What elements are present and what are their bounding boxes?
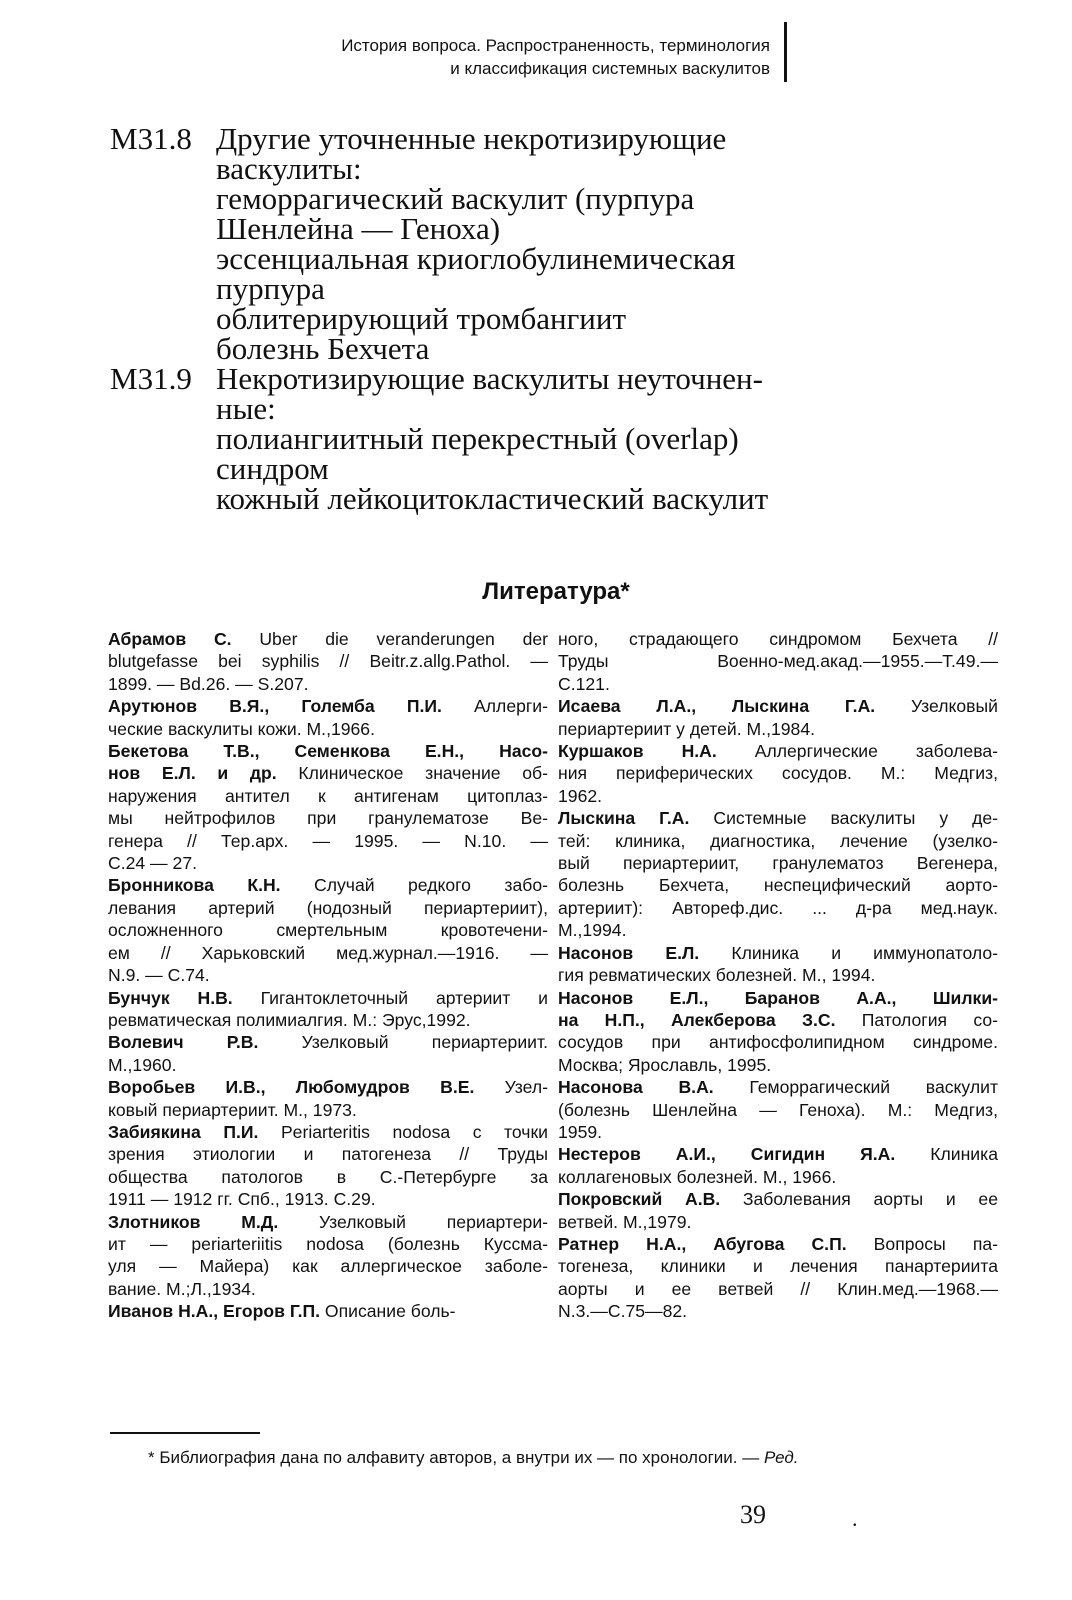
icd-description-line: Другие уточненные некротизирующие bbox=[216, 121, 727, 156]
reference-author: Воробьев И.В., Любомудров В.Е. bbox=[108, 1077, 475, 1098]
reference-text: Узелковый bbox=[875, 696, 999, 717]
reference-text: М.,1994. bbox=[558, 920, 627, 941]
literature-title: Литература* bbox=[482, 578, 630, 605]
reference-text: аорты и ее ветвей // Клин.мед.—1968.— bbox=[558, 1278, 998, 1299]
reference-line bbox=[558, 1143, 998, 1165]
reference-line bbox=[558, 1099, 998, 1121]
reference-text: Узелковый периартери- bbox=[278, 1211, 549, 1232]
reference-text: ния периферических сосудов. М.: Медгиз, bbox=[558, 763, 998, 784]
icd-description-line: болезнь Бехчета bbox=[216, 331, 430, 366]
reference-text: Аллерги- bbox=[441, 696, 548, 717]
reference-author: Забиякина П.И. bbox=[108, 1121, 259, 1142]
reference-text: наружения антител к антигенам цитоплаз- bbox=[108, 785, 548, 806]
reference-line bbox=[558, 695, 998, 717]
reference-line bbox=[558, 830, 998, 852]
reference-text: зрения этиологии и патогенеза // Труды bbox=[108, 1144, 548, 1165]
reference-line bbox=[108, 1054, 548, 1076]
reference-line bbox=[558, 1031, 998, 1053]
reference-entry bbox=[558, 740, 998, 807]
reference-line bbox=[108, 1233, 548, 1255]
reference-entry bbox=[108, 628, 548, 695]
reference-text: уля — Майера) как аллергическое заболе- bbox=[108, 1256, 548, 1277]
reference-line bbox=[558, 1166, 998, 1188]
reference-line bbox=[558, 673, 998, 695]
icd-description-line: синдром bbox=[216, 451, 329, 486]
reference-text: Periarteritis nodosa с точки bbox=[258, 1121, 548, 1142]
reference-line bbox=[108, 628, 548, 650]
references-right-column bbox=[558, 628, 998, 1323]
reference-text: М.,1960. bbox=[108, 1054, 177, 1075]
reference-text: Uber die veranderungen der bbox=[231, 629, 548, 649]
reference-text: тогенеза, клиники и лечения панартериита bbox=[558, 1256, 998, 1277]
reference-text: гия ревматических болезней. М., 1994. bbox=[558, 965, 876, 986]
reference-line bbox=[558, 1211, 998, 1233]
reference-line bbox=[108, 964, 548, 986]
reference-text: ного, страдающего синдромом Бехчета // bbox=[558, 629, 998, 649]
reference-author: Куршаков Н.А. bbox=[558, 741, 717, 762]
reference-author: Исаева Л.А., Лыскина Г.А. bbox=[558, 696, 876, 717]
reference-text: ветвей. М.,1979. bbox=[558, 1211, 692, 1232]
reference-line bbox=[108, 785, 548, 807]
reference-author: Насонов Е.Л., Баранов А.А., Шилки- bbox=[558, 987, 998, 1008]
header-rule bbox=[784, 22, 787, 82]
icd-description-line: ные: bbox=[216, 391, 276, 426]
reference-author: Злотников М.Д. bbox=[108, 1211, 279, 1232]
reference-line bbox=[558, 1076, 998, 1098]
reference-text: Клиника и иммунопатоло- bbox=[699, 942, 998, 963]
reference-line bbox=[108, 1211, 548, 1233]
reference-text: Труды Военно-мед.акад.—1955.—Т.49.— bbox=[558, 651, 998, 672]
references-left-column bbox=[108, 628, 548, 1323]
icd-description-line: полиангиитный перекрестный (overlap) bbox=[216, 421, 739, 456]
reference-entry bbox=[108, 1031, 548, 1076]
reference-line bbox=[558, 1300, 998, 1322]
reference-line bbox=[558, 1009, 998, 1031]
reference-line bbox=[108, 1143, 548, 1165]
running-header bbox=[250, 34, 770, 80]
reference-author: Волевич Р.В. bbox=[108, 1032, 259, 1053]
reference-line bbox=[558, 1188, 998, 1210]
reference-author: Иванов Н.А., Егоров Г.П. bbox=[108, 1301, 321, 1322]
reference-author: Бунчук Н.В. bbox=[108, 987, 233, 1008]
reference-author: Насонов Е.Л. bbox=[558, 942, 700, 963]
reference-line bbox=[108, 1255, 548, 1277]
reference-text: Геморрагический васкулит bbox=[713, 1077, 998, 1098]
icd-description-line: кожный лейкоцитокластический васкулит bbox=[216, 481, 769, 516]
reference-text: артериит): Автореф.дис. ... д-ра мед.наук. bbox=[558, 897, 998, 918]
reference-line bbox=[558, 1278, 998, 1300]
reference-author: Покровский А.В. bbox=[558, 1189, 721, 1210]
reference-author: Лыскина Г.А. bbox=[558, 808, 690, 829]
reference-text: 1899. — Bd.26. — S.207. bbox=[108, 673, 309, 694]
reference-text: общества патологов в С.-Петербурге за bbox=[108, 1166, 548, 1187]
icd-description-line: пурпура bbox=[216, 271, 325, 306]
icd-entry bbox=[110, 361, 810, 516]
reference-text: ем // Харьковский мед.журнал.—1916. — bbox=[108, 942, 548, 963]
reference-line bbox=[108, 874, 548, 896]
reference-author: Абрамов С. bbox=[108, 629, 232, 649]
icd-code-list bbox=[110, 121, 810, 516]
reference-text: Системные васкулиты у де- bbox=[689, 808, 998, 829]
reference-text: ческие васкулиты кожи. М.,1966. bbox=[108, 718, 375, 739]
reference-line bbox=[558, 897, 998, 919]
reference-entry bbox=[558, 942, 998, 987]
reference-entry bbox=[108, 1121, 548, 1211]
reference-line bbox=[558, 628, 998, 650]
reference-text: Случай редкого забо- bbox=[280, 875, 548, 896]
reference-text: вание. М.;Л.,1934. bbox=[108, 1278, 256, 1299]
reference-entry bbox=[558, 1143, 998, 1188]
reference-text: Описание боль- bbox=[320, 1301, 456, 1322]
reference-author: Насонова В.А. bbox=[558, 1077, 714, 1098]
reference-line bbox=[558, 650, 998, 672]
reference-line bbox=[558, 874, 998, 896]
reference-line bbox=[108, 1166, 548, 1188]
reference-text: С.24 — 27. bbox=[108, 853, 197, 874]
icd-code: М31.9 bbox=[110, 361, 192, 396]
reference-author: Нестеров А.И., Сигидин Я.А. bbox=[558, 1144, 896, 1165]
reference-text: сосудов при антифосфолипидном синдроме. bbox=[558, 1032, 998, 1053]
reference-line bbox=[108, 830, 548, 852]
reference-line bbox=[558, 942, 998, 964]
reference-text: генера // Тер.арх. — 1995. — N.10. — bbox=[108, 830, 548, 851]
reference-line bbox=[108, 897, 548, 919]
reference-line bbox=[558, 852, 998, 874]
reference-line bbox=[558, 1255, 998, 1277]
icd-description-line: эссенциальная криоглобулинемическая bbox=[216, 241, 736, 276]
reference-text: коллагеновых болезней. М., 1966. bbox=[558, 1166, 837, 1187]
reference-entry bbox=[558, 628, 998, 695]
reference-text: Узел- bbox=[474, 1077, 548, 1098]
reference-text: С.121. bbox=[558, 673, 610, 694]
reference-entry bbox=[108, 1300, 548, 1322]
reference-line bbox=[108, 1031, 548, 1053]
reference-line bbox=[558, 1054, 998, 1076]
header-line-2: и классификация системных васкулитов bbox=[450, 59, 770, 78]
reference-text: Гигантоклеточный артериит и bbox=[232, 987, 548, 1008]
reference-author: Арутюнов В.Я., Големба П.И. bbox=[108, 696, 442, 717]
reference-text: левания артерий (нодозный периартериит), bbox=[108, 897, 548, 918]
reference-text: Клиника bbox=[895, 1144, 998, 1165]
reference-text: N.3.—С.75—82. bbox=[558, 1301, 688, 1322]
footnote-rule bbox=[110, 1432, 260, 1434]
reference-author-cont: нов Е.Л. и др. bbox=[108, 763, 277, 784]
stray-mark: . bbox=[852, 1506, 858, 1531]
reference-author: Бронникова К.Н. bbox=[108, 875, 281, 896]
reference-line bbox=[108, 762, 548, 784]
reference-text: Клиническое значение об- bbox=[276, 763, 548, 784]
reference-line bbox=[558, 718, 998, 740]
page-number: 39 bbox=[740, 1500, 766, 1529]
reference-line bbox=[108, 740, 548, 762]
reference-entry bbox=[558, 987, 998, 1077]
footnote-text: * Библиография дана по алфавиту авторов, а внутри их — по хронологии. — bbox=[148, 1448, 760, 1467]
reference-line bbox=[108, 718, 548, 740]
icd-description-line: васкулиты: bbox=[216, 151, 362, 186]
reference-text: периартериит у детей. М.,1984. bbox=[558, 718, 815, 739]
reference-entry bbox=[108, 1211, 548, 1301]
icd-description-line: геморрагический васкулит (пурпура bbox=[216, 181, 695, 216]
reference-line bbox=[108, 807, 548, 829]
reference-line bbox=[558, 1233, 998, 1255]
reference-line bbox=[108, 1099, 548, 1121]
reference-text: Аллергические заболева- bbox=[716, 741, 999, 762]
reference-line bbox=[108, 1300, 548, 1322]
reference-text: болезнь Бехчета, неспецифический аорто- bbox=[558, 875, 998, 896]
reference-line bbox=[108, 695, 548, 717]
reference-text: 1911 — 1912 гг. Спб., 1913. С.29. bbox=[108, 1189, 376, 1210]
reference-text: Москва; Ярославль, 1995. bbox=[558, 1054, 772, 1075]
footnote-editor: Ред. bbox=[763, 1448, 799, 1467]
reference-line bbox=[108, 919, 548, 941]
reference-text: Узелковый периартериит. bbox=[258, 1032, 548, 1053]
reference-entry bbox=[108, 987, 548, 1032]
reference-line bbox=[108, 987, 548, 1009]
reference-text: тей: клиника, диагностика, лечение (узелко- bbox=[558, 830, 998, 851]
reference-entry bbox=[108, 740, 548, 874]
reference-line bbox=[108, 1121, 548, 1143]
reference-text: blutgefasse bei syphilis // Beitr.z.allg.Pathol. — bbox=[108, 651, 548, 672]
reference-entry bbox=[558, 1076, 998, 1143]
reference-text: Патология со- bbox=[835, 1009, 998, 1030]
reference-line bbox=[108, 942, 548, 964]
reference-line bbox=[558, 919, 998, 941]
reference-line bbox=[108, 650, 548, 672]
reference-line bbox=[558, 807, 998, 829]
reference-line bbox=[108, 673, 548, 695]
reference-text: вый периартериит, гранулематоз Вегенера, bbox=[558, 853, 998, 874]
reference-entry bbox=[108, 695, 548, 740]
reference-author-cont: на Н.П., Алекберова З.С. bbox=[558, 1009, 836, 1030]
reference-text: N.9. — С.74. bbox=[108, 965, 210, 986]
icd-entry bbox=[110, 121, 810, 366]
reference-entry bbox=[108, 874, 548, 986]
reference-line bbox=[108, 1076, 548, 1098]
reference-author: Ратнер Н.А., Абугова С.П. bbox=[558, 1233, 847, 1254]
reference-text: ревматическая полимиалгия. М.: Эрус,1992. bbox=[108, 1009, 471, 1030]
reference-line bbox=[558, 740, 998, 762]
reference-text: (болезнь Шенлейна — Геноха). М.: Медгиз, bbox=[558, 1099, 998, 1120]
reference-line bbox=[108, 1009, 548, 1031]
icd-description-line: Шенлейна — Геноха) bbox=[216, 211, 501, 246]
reference-line bbox=[558, 1121, 998, 1143]
reference-text: 1962. bbox=[558, 785, 603, 806]
reference-entry bbox=[558, 695, 998, 740]
footnote bbox=[148, 1448, 968, 1468]
reference-text: ит — periarteriitis nodosa (болезнь Куссма- bbox=[108, 1233, 548, 1254]
icd-code: М31.8 bbox=[110, 121, 192, 156]
header-line-1: История вопроса. Распространенность, терминология bbox=[341, 36, 770, 55]
icd-description-line: Некротизирующие васкулиты неуточнен- bbox=[216, 361, 763, 396]
reference-entry bbox=[108, 1076, 548, 1121]
reference-entry bbox=[558, 1188, 998, 1233]
reference-text: Заболевания аорты и ее bbox=[720, 1189, 998, 1210]
reference-text: 1959. bbox=[558, 1121, 603, 1142]
reference-text: мы нейтрофилов при гранулематозе Ве- bbox=[108, 808, 548, 829]
reference-text: осложненного смертельным кровотечени- bbox=[108, 920, 548, 941]
reference-text: Вопросы па- bbox=[846, 1233, 998, 1254]
reference-line bbox=[558, 762, 998, 784]
reference-line bbox=[558, 785, 998, 807]
reference-text: ковый периартериит. М., 1973. bbox=[108, 1099, 357, 1120]
reference-line bbox=[108, 852, 548, 874]
icd-description-line: облитерирующий тромбангиит bbox=[216, 301, 627, 336]
reference-author: Бекетова Т.В., Семенкова Е.Н., Насо- bbox=[108, 741, 548, 762]
reference-line bbox=[558, 964, 998, 986]
reference-line bbox=[558, 987, 998, 1009]
reference-line bbox=[108, 1188, 548, 1210]
reference-entry bbox=[558, 807, 998, 941]
reference-line bbox=[108, 1278, 548, 1300]
reference-entry bbox=[558, 1233, 998, 1323]
